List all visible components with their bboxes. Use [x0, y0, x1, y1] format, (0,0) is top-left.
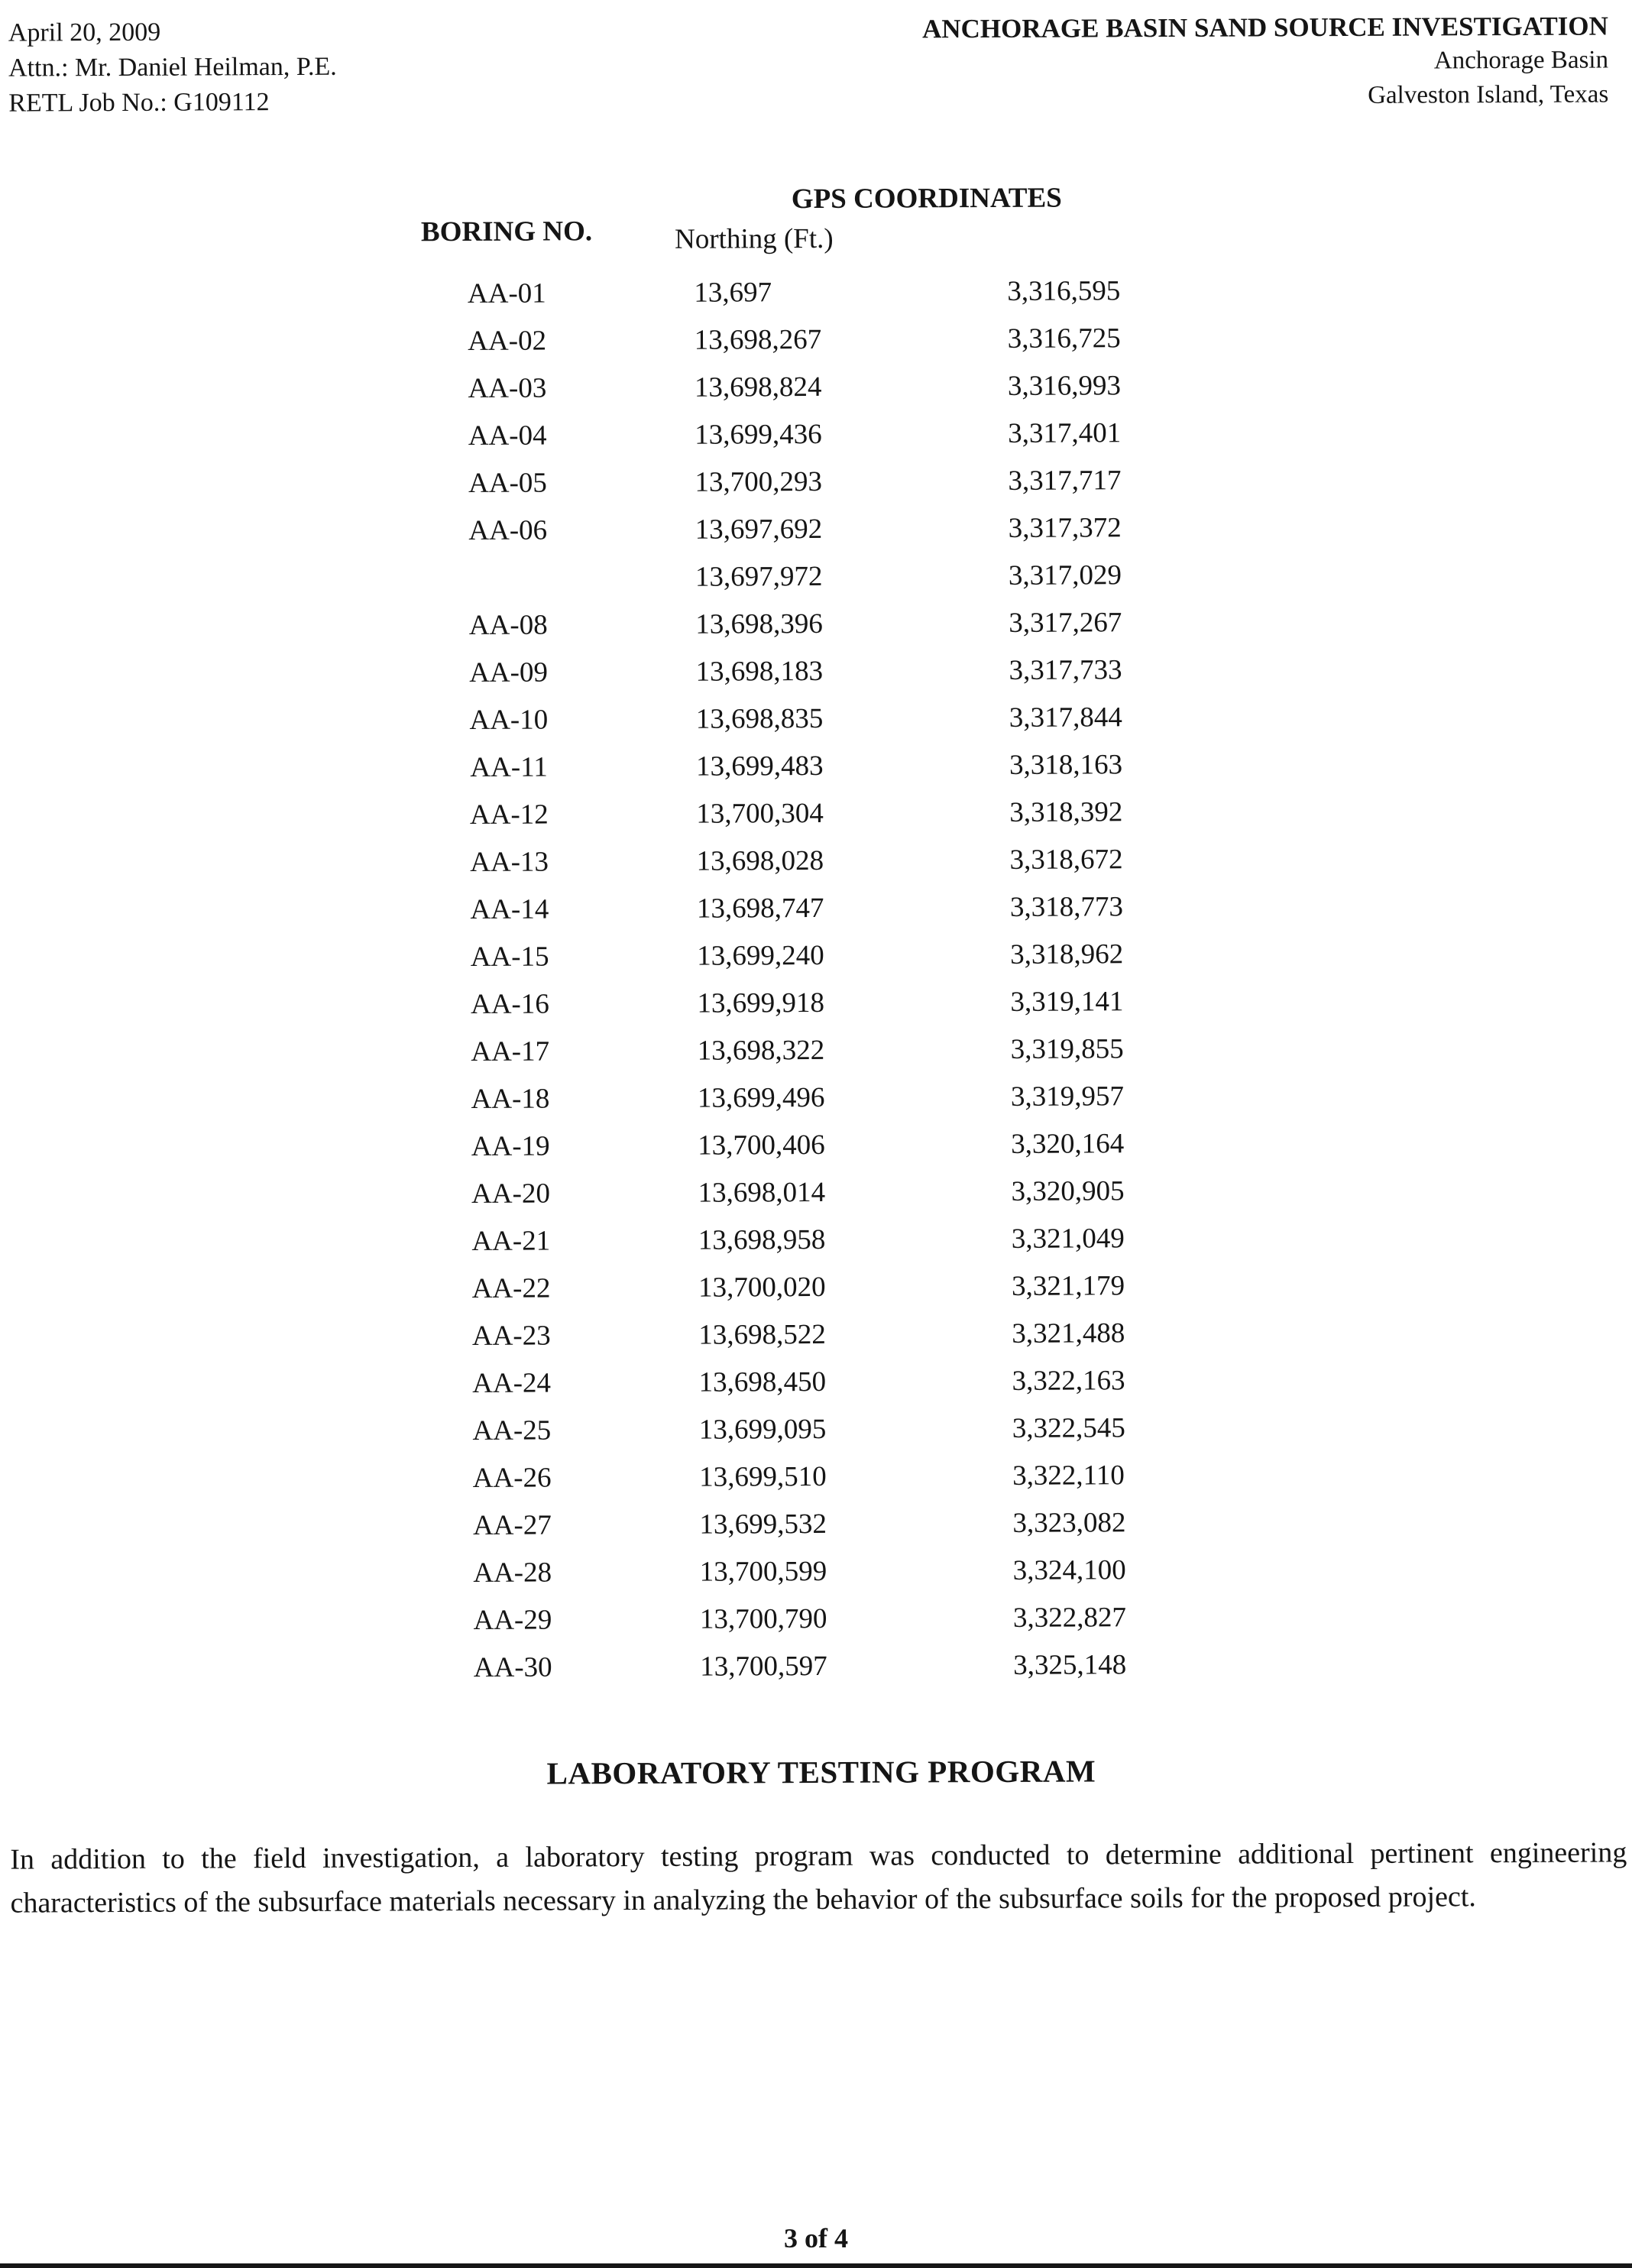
northing-cell: 13,699,240 [697, 939, 824, 972]
table-row [384, 1022, 1632, 1075]
boring-no-cell: AA-02 [468, 325, 547, 357]
boring-no-cell: AA-10 [469, 704, 549, 736]
boring-no-cell: AA-26 [472, 1462, 552, 1494]
table-body [380, 264, 1632, 1691]
attention-line: Attn.: Mr. Daniel Heilman, P.E. [8, 52, 337, 83]
body-paragraph: In addition to the field investigation, a laboratory testing program was conducted to determine additional pertinent engineering characteristics of the subsurface materials necessary in analyzing the behavior of the subsurface soils for the proposed project. [10, 1836, 1627, 1920]
easting-cell: 3,317,844 [1009, 701, 1122, 734]
easting-cell: 3,317,733 [1009, 653, 1122, 686]
boring-no-cell: AA-08 [468, 609, 548, 641]
easting-cell: 3,325,148 [1013, 1648, 1127, 1681]
easting-cell: 3,316,993 [1007, 369, 1122, 402]
table-row [381, 312, 1631, 364]
easting-cell: 3,319,855 [1010, 1032, 1124, 1065]
northing-cell: 13,698,747 [696, 892, 824, 925]
table-row [387, 1638, 1632, 1691]
northing-cell: 13,699,483 [695, 750, 824, 782]
report-location: Galveston Island, Texas [1368, 80, 1609, 109]
northing-cell: 13,698,396 [695, 608, 823, 640]
section-heading: LABORATORY TESTING PROGRAM [546, 1753, 1096, 1791]
table-row [385, 1212, 1632, 1265]
easting-cell: 3,317,372 [1008, 511, 1122, 544]
easting-cell: 3,322,110 [1012, 1459, 1125, 1492]
boring-no-cell: AA-29 [473, 1604, 552, 1636]
table-row [384, 1070, 1632, 1123]
boring-no-cell: AA-15 [470, 941, 549, 973]
northing-cell: 13,700,597 [700, 1650, 827, 1683]
easting-cell: 3,318,962 [1010, 938, 1124, 970]
boring-no-cell: AA-12 [469, 799, 549, 831]
letterhead-right [922, 8, 1608, 115]
northing-cell: 13,700,599 [699, 1555, 827, 1588]
northing-cell: 13,699,918 [697, 987, 825, 1019]
easting-cell: 3,319,957 [1010, 1080, 1125, 1113]
boring-no-cell: AA-14 [470, 893, 549, 925]
northing-header: Northing (Ft.) [674, 222, 834, 255]
table-row [380, 264, 1630, 317]
boring-no-cell: AA-22 [471, 1272, 551, 1304]
page-number: 3 of 4 [784, 2223, 848, 2253]
boring-no-cell: AA-17 [471, 1035, 550, 1068]
boring-no-cell: AA-03 [468, 372, 547, 404]
easting-cell: 3,323,082 [1012, 1506, 1126, 1539]
easting-cell: 3,318,773 [1009, 890, 1123, 923]
table-row [383, 786, 1632, 838]
northing-cell: 13,698,835 [695, 702, 824, 735]
table-row [384, 928, 1632, 980]
northing-cell: 13,698,958 [698, 1223, 826, 1256]
boring-no-cell: AA-28 [473, 1557, 552, 1589]
northing-cell: 13,700,406 [698, 1129, 825, 1162]
job-number-line: RETL Job No.: G109112 [8, 88, 270, 118]
northing-cell: 13,698,322 [697, 1034, 825, 1067]
northing-cell: 13,700,293 [695, 465, 823, 498]
easting-cell: 3,322,163 [1012, 1364, 1125, 1397]
boring-no-cell: AA-27 [472, 1509, 552, 1541]
table-row [383, 738, 1632, 791]
boring-no-cell: AA-25 [472, 1414, 552, 1447]
scan-edge [0, 2263, 1632, 2268]
easting-cell: 3,317,267 [1009, 606, 1122, 639]
northing-cell: 13,699,496 [697, 1081, 825, 1114]
northing-cell: 13,697 [694, 276, 772, 309]
northing-cell: 13,698,028 [696, 844, 824, 877]
boring-no-cell: AA-19 [471, 1130, 550, 1162]
northing-cell: 13,698,450 [698, 1366, 827, 1398]
boring-no-cell [382, 577, 634, 578]
northing-cell: 13,698,267 [694, 323, 822, 356]
northing-cell: 13,700,790 [699, 1602, 827, 1635]
boring-no-cell: AA-01 [467, 277, 546, 309]
table-row [384, 975, 1632, 1028]
easting-cell: 3,322,545 [1012, 1411, 1125, 1444]
boring-no-cell: AA-30 [473, 1651, 552, 1683]
table-row [384, 880, 1632, 933]
table-row [385, 1354, 1632, 1407]
boring-no-cell: AA-06 [468, 514, 548, 546]
letterhead-left [8, 15, 337, 122]
northing-cell: 13,697,972 [695, 560, 823, 593]
boring-no-cell: AA-18 [471, 1083, 550, 1115]
table-row [385, 1307, 1632, 1359]
northing-cell: 13,697,692 [695, 513, 823, 546]
letterhead [0, 0, 1630, 122]
northing-cell: 13,698,824 [694, 371, 822, 403]
easting-cell: 3,318,392 [1009, 795, 1123, 828]
easting-cell: 3,317,401 [1008, 416, 1122, 449]
boring-no-cell: AA-23 [471, 1320, 551, 1352]
easting-cell: 3,321,049 [1011, 1222, 1125, 1255]
date-line: April 20, 2009 [8, 18, 161, 47]
table-row [387, 1591, 1632, 1644]
table-row [381, 407, 1631, 459]
table-row [382, 596, 1632, 649]
boring-no-cell: AA-04 [468, 420, 547, 452]
report-subtitle: Anchorage Basin [1433, 46, 1609, 75]
table-row [382, 549, 1632, 601]
northing-cell: 13,700,304 [696, 797, 824, 830]
table-header [380, 179, 1630, 268]
easting-cell: 3,322,827 [1012, 1601, 1127, 1634]
northing-cell: 13,700,020 [698, 1271, 826, 1304]
easting-cell: 3,321,179 [1011, 1269, 1125, 1302]
table-row [384, 1165, 1632, 1217]
gps-coordinates-table [380, 179, 1632, 1691]
northing-cell: 13,698,014 [698, 1176, 826, 1209]
easting-cell: 3,321,488 [1012, 1317, 1125, 1349]
boring-no-cell: AA-24 [472, 1367, 552, 1399]
report-title: ANCHORAGE BASIN SAND SOURCE INVESTIGATION [921, 11, 1608, 44]
table-row [385, 1259, 1632, 1312]
northing-cell: 13,699,510 [699, 1460, 827, 1493]
table-row [383, 691, 1632, 744]
table-row [383, 833, 1632, 886]
table-row [386, 1401, 1632, 1454]
easting-cell: 3,318,163 [1009, 748, 1123, 781]
table-row [382, 643, 1632, 696]
boring-no-cell: AA-11 [470, 751, 548, 783]
table-row [381, 454, 1631, 507]
northing-cell: 13,699,095 [698, 1413, 827, 1446]
boring-no-cell: AA-13 [470, 846, 549, 878]
easting-cell: 3,319,141 [1010, 985, 1124, 1018]
easting-cell: 3,317,029 [1008, 559, 1122, 591]
boring-no-cell: AA-21 [471, 1225, 551, 1257]
easting-cell: 3,320,164 [1011, 1127, 1125, 1160]
boring-no-cell: AA-05 [468, 467, 547, 499]
boring-no-cell: AA-09 [469, 656, 549, 688]
easting-cell: 3,316,725 [1007, 322, 1121, 355]
boring-no-header: BORING NO. [420, 215, 593, 248]
easting-cell: 3,317,717 [1008, 464, 1122, 497]
easting-cell: 3,318,672 [1009, 843, 1123, 876]
boring-no-cell: AA-20 [471, 1178, 550, 1210]
table-row [382, 501, 1632, 554]
gps-coordinates-header: GPS COORDINATES [791, 182, 1062, 215]
table-row [386, 1496, 1632, 1549]
easting-cell: 3,324,100 [1012, 1554, 1126, 1586]
northing-cell: 13,699,436 [695, 418, 822, 451]
boring-no-cell: AA-16 [470, 988, 549, 1020]
easting-cell: 3,316,595 [1007, 274, 1121, 307]
table-row [381, 359, 1631, 412]
easting-cell: 3,320,905 [1011, 1174, 1125, 1207]
northing-cell: 13,698,522 [698, 1318, 826, 1351]
northing-cell: 13,699,532 [699, 1508, 827, 1541]
table-row [384, 1117, 1632, 1170]
table-row [387, 1544, 1632, 1596]
northing-cell: 13,698,183 [695, 655, 824, 688]
table-row [386, 1449, 1632, 1502]
